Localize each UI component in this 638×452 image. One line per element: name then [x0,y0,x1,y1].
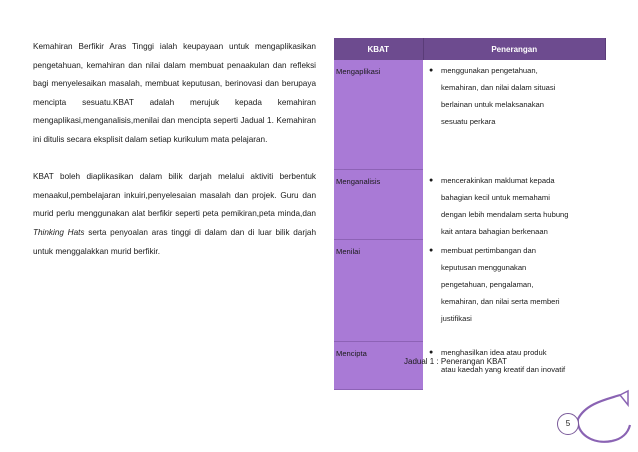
table-header-row [334,38,606,60]
p1-line-6: mengaplikasi,menganalisis,menilai dan mencipta seperti Jadual 1. [33,116,274,126]
desc-line: keputusan menggunakan [441,262,527,272]
bullet-icon: ● [429,176,434,184]
header-kbat: KBAT [334,38,423,60]
paragraph-1 [33,38,316,150]
term-cell: Menganalisis [334,170,423,240]
p2-line-3: dan projek. Guru dan murid perlu menggunakan alat berfikir [33,190,316,219]
desc-line: dengan lebih mendalam serta hubung [441,209,569,219]
desc-line: membuat pertimbangan dan [441,245,536,255]
body-text [33,38,316,261]
desc-line: menggunakan pengetahuan, [441,66,538,75]
term-cell: Menilai [334,240,423,342]
thinking-hats-text: Thinking Hats [33,227,85,237]
description-cell [423,170,606,240]
term-cell: Mencipta [334,342,423,390]
p2-line-6: menggalakkan murid berfikir. [55,246,160,256]
description-cell [423,60,606,170]
bullet-icon: ● [429,246,434,254]
table-row [334,240,606,342]
desc-line: berlainan untuk melaksanakan [441,100,545,109]
p2-line-2: berbentuk menaakul,pembelajaran inkuiri,penyelesaian masalah [33,172,317,200]
header-penerangan: Penerangan [423,38,606,60]
p2-line-1: KBAT boleh diaplikasikan dalam bilik darjah melalui aktiviti [33,172,274,182]
desc-line: mencerakinkan maklumat kepada [441,175,555,185]
p2-line-4-pre: seperti peta pemikiran,peta minda,dan [175,209,316,219]
p2-line-5: penyoalan aras tinggi di dalam dan di luar bilik darjah untuk [33,227,317,256]
p1-line-5: sesuatu.KBAT adalah merujuk kepada kemahiran [82,97,316,107]
p2-line-4-post: serta [88,227,107,237]
p1-line-1: Kemahiran Berfikir Aras Tinggi ialah keupayaan untuk [33,42,250,51]
table-row [334,170,606,240]
bullet-icon: ● [429,67,434,74]
p1-line-8: pelajaran. [231,134,268,144]
desc-line: kait antara bahagian berkenaan [441,226,548,236]
p1-line-4: membuat keputusan, berinovasi dan berupaya mencipta [33,79,316,107]
desc-line: menghasilkan idea atau produk [441,347,547,357]
p1-line-7: Kemahiran ini ditulis secara eksplisit dalam setiap kurikulum mata [33,116,316,144]
p1-line-2: mengaplikasikan pengetahuan, kemahiran dan nilai dalam [33,42,316,70]
desc-line: kemahiran, dan nilai serta memberi [441,296,560,306]
desc-line: bahagian kecil untuk memahami [441,192,550,202]
term-cell: Mengaplikasi [334,60,423,170]
paragraph-2 [33,168,316,261]
desc-line: atau kaedah yang kreatif dan inovatif [441,364,566,374]
kbat-table [334,38,606,390]
table-row [334,60,606,170]
bullet-icon: ● [429,348,434,356]
page-number: 5 [557,413,579,435]
desc-line: justifikasi [441,313,472,323]
desc-line: pengetahuan, pengalaman, [441,279,534,289]
table-caption: Jadual 1 : Penerangan KBAT [404,357,508,366]
desc-line: kemahiran, dan nilai dalam situasi [441,83,556,92]
p1-line-3: membuat penaakulan dan refleksi bagi menyelesaikan masalah, [33,60,317,89]
description-cell [423,240,606,342]
desc-line: sesuatu perkara [441,117,496,126]
